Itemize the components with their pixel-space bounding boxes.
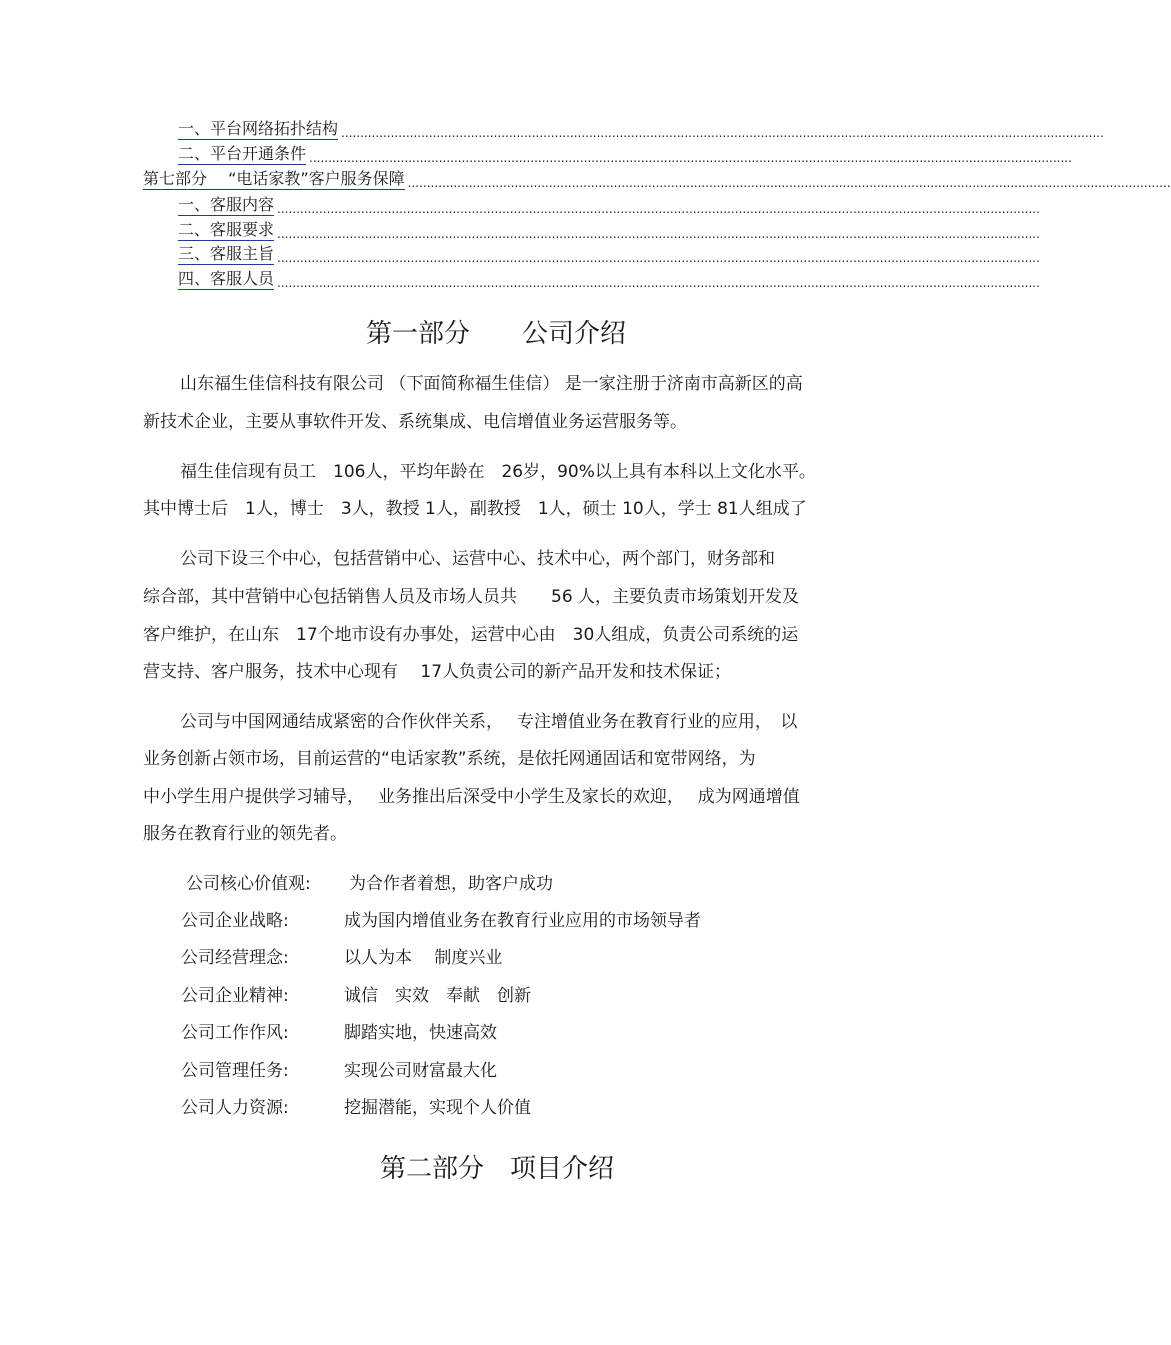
value-text-spirit: 诚信 实效 奉献 创新 — [344, 986, 531, 1006]
value-text-management-task: 实现公司财富最大化 — [344, 1061, 497, 1081]
value-label-human-resources: 公司人力资源: — [181, 1098, 289, 1118]
paragraph-partnership-line: 业务创新占领市场，目前运营的“电话家教”系统，是依托网通固话和宽带网络，为 — [143, 749, 756, 769]
paragraph-company-line: 新技术企业，主要从事软件开发、系统集成、电信增值业务运营服务等。 — [143, 412, 687, 432]
paragraph-structure-line: 客户维护，在山东 17个地市设有办事处，运营中心由 30人组成，负责公司系统的运 — [143, 625, 799, 645]
value-label-philosophy: 公司经营理念: — [181, 948, 289, 968]
toc-link-topology[interactable]: 一、平台网络拓扑结构 — [178, 119, 339, 138]
paragraph-structure-line: 综合部，其中营销中心包括销售人员及市场人员共 56 人，主要负责市场策划开发及 — [143, 587, 800, 607]
toc-leader-dots: ........................................................................................................................................................................................................ — [277, 251, 1040, 265]
value-label-spirit: 公司企业精神: — [181, 986, 289, 1006]
value-text-human-resources: 挖掘潜能，实现个人价值 — [344, 1098, 531, 1118]
toc-leader-dots: ........................................................................................................................................................................................................ — [341, 126, 1104, 140]
value-label-strategy: 公司企业战略: — [181, 911, 289, 931]
section-heading-company-intro: 第一部分 公司介绍 — [366, 319, 627, 349]
toc-link-service-requirements[interactable]: 二、客服要求 — [178, 220, 275, 239]
paragraph-partnership-line: 公司与中国网通结成紧密的合作伙伴关系， 专注增值业务在教育行业的应用， 以 — [180, 712, 798, 732]
value-text-philosophy: 以人为本 制度兴业 — [344, 948, 503, 968]
section-heading-project-intro: 第二部分 项目介绍 — [380, 1154, 615, 1184]
toc-entry-service-staff[interactable] — [178, 268, 1040, 290]
toc-entry-conditions[interactable] — [178, 143, 1072, 165]
paragraph-structure-line: 公司下设三个中心，包括营销中心、运营中心、技术中心，两个部门，财务部和 — [180, 549, 775, 569]
toc-leader-dots: ........................................................................................................................................................................................................ — [309, 151, 1072, 165]
toc-leader-dots: ........................................................................................................................................................................................................ — [277, 276, 1040, 290]
value-text-strategy: 成为国内增值业务在教育行业应用的市场领导者 — [344, 911, 701, 931]
toc-entry-service-tenet[interactable] — [178, 243, 1040, 265]
value-label-core-values: 公司核心价值观: — [186, 874, 311, 894]
paragraph-structure-line: 营支持、客户服务，技术中心现有 17人负责公司的新产品开发和技术保证； — [143, 662, 732, 682]
paragraph-partnership-line: 中小学生用户提供学习辅导， 业务推出后深受中小学生及家长的欢迎， 成为网通增值 — [143, 787, 800, 807]
toc-link-part7[interactable]: 第七部分 “电话家教”客户服务保障 — [143, 169, 405, 188]
toc-link-service-tenet[interactable]: 三、客服主旨 — [178, 244, 275, 263]
value-label-management-task: 公司管理任务: — [181, 1061, 289, 1081]
toc-leader-dots: ........................................................................................................................................................................................................ — [277, 202, 1040, 216]
paragraph-staff-line: 其中博士后 1人，博士 3人，教授 1人，副教授 1人，硕士 10人，学士 81人组成了 — [143, 499, 807, 519]
toc-leader-dots: ........................................................................................................................................................................................................ — [407, 176, 1171, 190]
toc-link-conditions[interactable]: 二、平台开通条件 — [178, 144, 307, 163]
paragraph-company-line: 山东福生佳信科技有限公司 （下面简称福生佳信） 是一家注册于济南市高新区的高 — [180, 374, 803, 394]
toc-entry-service-content[interactable] — [178, 194, 1040, 216]
paragraph-staff-line: 福生佳信现有员工 106人，平均年龄在 26岁，90%以上具有本科以上文化水平。 — [180, 462, 816, 482]
toc-leader-dots: ........................................................................................................................................................................................................ — [277, 227, 1040, 241]
toc-link-service-staff[interactable]: 四、客服人员 — [178, 269, 275, 288]
toc-link-service-content[interactable]: 一、客服内容 — [178, 195, 275, 214]
paragraph-partnership-line: 服务在教育行业的领先者。 — [143, 824, 347, 844]
value-label-work-style: 公司工作作风: — [181, 1023, 289, 1043]
toc-entry-topology[interactable] — [178, 118, 1104, 140]
toc-entry-service-requirements[interactable] — [178, 219, 1040, 241]
value-text-work-style: 脚踏实地，快速高效 — [344, 1023, 497, 1043]
toc-entry-part7[interactable] — [143, 168, 1171, 190]
value-text-core-values: 为合作者着想，助客户成功 — [349, 874, 553, 894]
